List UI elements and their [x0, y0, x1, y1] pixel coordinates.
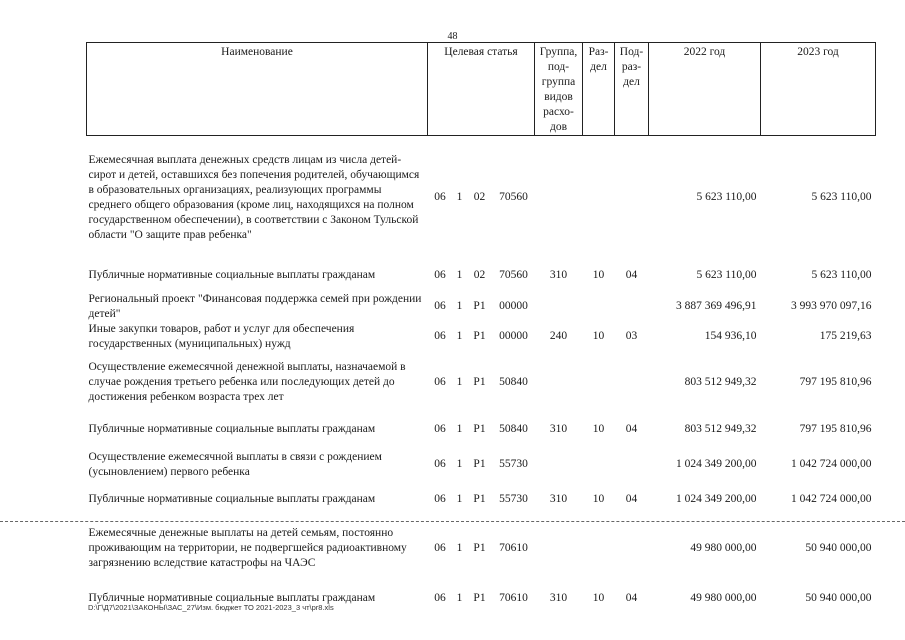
target-code-3: P1 [473, 493, 486, 505]
target-code-4: 55730 [499, 493, 528, 505]
subsection-code: 04 [625, 592, 638, 604]
table-row [87, 517, 876, 580]
section-code [583, 292, 615, 322]
target-code-1: 06 [434, 458, 446, 470]
target-code-4: 00000 [499, 300, 528, 312]
expense-group [535, 292, 583, 322]
row-name: Осуществление ежемесячной денежной выплаты, назначаемой в случае рождения третьего ребенка или последующих детей до достижения ребенком возраста трех лет [88, 360, 406, 403]
target-code-1: 06 [434, 423, 446, 435]
target-code-2: 1 [456, 300, 463, 312]
target-code-2: 1 [456, 269, 463, 281]
row-name: Публичные нормативные социальные выплаты гражданам [88, 423, 376, 435]
target-code-3: 02 [473, 269, 486, 281]
target-code-4: 55730 [499, 458, 528, 470]
table-row [87, 136, 876, 260]
header-subsection: Под- раз- дел [615, 43, 649, 136]
expense-group: 310 [549, 592, 568, 604]
amount-2023: 50 940 000,00 [805, 592, 872, 604]
target-code-4: 00000 [499, 330, 528, 342]
subsection-code: 04 [625, 493, 638, 505]
target-code-4: 70610 [499, 592, 528, 604]
table-row [87, 352, 876, 413]
table-row [87, 292, 876, 322]
header-target: Целевая статья [428, 43, 535, 136]
target-code-3: P1 [473, 330, 486, 342]
target-code-2: 1 [456, 592, 463, 604]
amount-2022: 803 512 949,32 [684, 423, 757, 435]
amount-2022: 49 980 000,00 [690, 592, 757, 604]
target-code-3: P1 [473, 592, 486, 604]
page-number: 48 [447, 31, 458, 42]
subsection-code: 04 [625, 269, 638, 281]
amount-2022: 1 024 349 200,00 [676, 493, 757, 505]
amount-2022: 49 980 000,00 [690, 541, 757, 554]
subsection-code [615, 136, 649, 260]
budget-table-container [86, 42, 875, 618]
expense-group: 310 [549, 493, 568, 505]
table-row [87, 260, 876, 292]
target-code-2: 1 [456, 541, 463, 554]
target-code-2: 1 [456, 458, 463, 470]
expense-group [535, 517, 583, 580]
amount-2022: 5 623 110,00 [696, 269, 757, 281]
section-code: 10 [592, 330, 605, 342]
subsection-code: 04 [625, 423, 638, 435]
target-code-2: 1 [456, 493, 463, 505]
target-code-1: 06 [434, 592, 446, 604]
section-code [583, 352, 615, 413]
target-code-3: 02 [473, 191, 486, 204]
expense-group [535, 447, 583, 483]
section-code [583, 517, 615, 580]
amount-2022: 1 024 349 200,00 [676, 458, 757, 470]
section-code [583, 447, 615, 483]
target-code-1: 06 [434, 191, 446, 204]
target-code-3: P1 [473, 300, 486, 312]
target-code-4: 50840 [499, 375, 528, 388]
row-name: Публичные нормативные социальные выплаты гражданам [88, 493, 376, 505]
section-code: 10 [592, 423, 605, 435]
target-code-1: 06 [434, 330, 446, 342]
amount-2023: 175 219,63 [819, 330, 872, 342]
subsection-code [615, 447, 649, 483]
target-code-4: 70560 [499, 191, 528, 204]
table-row [87, 483, 876, 517]
expense-group: 310 [549, 423, 568, 435]
row-name: Публичные нормативные социальные выплаты гражданам [88, 269, 376, 281]
target-code-1: 06 [434, 375, 446, 388]
amount-2023: 797 195 810,96 [799, 423, 872, 435]
subsection-code [615, 517, 649, 580]
header-2023: 2023 год [761, 43, 876, 136]
amount-2023: 1 042 724 000,00 [791, 458, 872, 470]
target-code-3: P1 [473, 375, 486, 388]
table-row [87, 447, 876, 483]
amount-2023: 5 623 110,00 [811, 191, 872, 204]
row-name: Осуществление ежемесячной выплаты в связи с рождением (усыновлением) первого ребенка [88, 450, 382, 478]
amount-2023: 5 623 110,00 [811, 269, 872, 281]
header-name: Наименование [87, 43, 428, 136]
amount-2022: 5 623 110,00 [696, 191, 757, 204]
row-name: Ежемесячная выплата денежных средств лицам из числа детей-сирот и детей, оставшихся без попечения родителей, обучающимся в образовательных организациях, реализующих программы среднего общего образования (кроме лиц, находящихся на полном государственном обеспечении), в соответствии с Законом Тульской области "О защите прав ребенка" [88, 153, 420, 241]
target-code-4: 50840 [499, 423, 528, 435]
header-2022: 2022 год [649, 43, 761, 136]
subsection-code [615, 352, 649, 413]
target-code-1: 06 [434, 493, 446, 505]
subsection-code [615, 292, 649, 322]
target-code-1: 06 [434, 269, 446, 281]
budget-table [86, 42, 876, 618]
header-row [87, 43, 876, 136]
row-name: Ежемесячные денежные выплаты на детей семьям, постоянно проживающим на территории, не подвергшейся радиоактивному загрязнению вследствие катастрофы на ЧАЭС [88, 526, 407, 569]
header-group: Группа, под- группа видов расхо- дов [535, 43, 583, 136]
target-code-3: P1 [473, 458, 486, 470]
amount-2023: 1 042 724 000,00 [791, 493, 872, 505]
target-code-2: 1 [456, 375, 463, 388]
section-code: 10 [592, 493, 605, 505]
target-code-2: 1 [456, 191, 463, 204]
section-code: 10 [592, 269, 605, 281]
amount-2023: 3 993 970 097,16 [791, 300, 872, 312]
amount-2022: 154 936,10 [704, 330, 757, 342]
section-code: 10 [592, 592, 605, 604]
expense-group: 240 [549, 330, 568, 342]
amount-2022: 3 887 369 496,91 [676, 300, 757, 312]
section-code [583, 136, 615, 260]
amount-2022: 803 512 949,32 [684, 375, 757, 388]
row-name: Публичные нормативные социальные выплаты гражданам [88, 592, 376, 604]
table-row [87, 413, 876, 447]
target-code-1: 06 [434, 300, 446, 312]
target-code-4: 70560 [499, 269, 528, 281]
expense-group [535, 136, 583, 260]
file-path-footer: D:\Г\Д7\2021\ЗАКОНЫ\ЗАС_27\Изм. бюджет ТО 2021-2023_3 чт\pr8.xls [88, 603, 334, 612]
header-section: Раз- дел [583, 43, 615, 136]
amount-2023: 50 940 000,00 [805, 541, 872, 554]
target-code-1: 06 [434, 541, 446, 554]
target-code-4: 70610 [499, 541, 528, 554]
row-name: Региональный проект "Финансовая поддержка семей при рождении детей" [88, 292, 422, 320]
target-code-3: P1 [473, 541, 486, 554]
expense-group: 310 [549, 269, 568, 281]
target-code-3: P1 [473, 423, 486, 435]
table-row [87, 322, 876, 352]
amount-2023: 797 195 810,96 [799, 375, 872, 388]
subsection-code: 03 [625, 330, 638, 342]
expense-group [535, 352, 583, 413]
target-code-2: 1 [456, 423, 463, 435]
row-name: Иные закупки товаров, работ и услуг для обеспечения государственных (муниципальных) нужд [88, 322, 355, 350]
target-code-2: 1 [456, 330, 463, 342]
